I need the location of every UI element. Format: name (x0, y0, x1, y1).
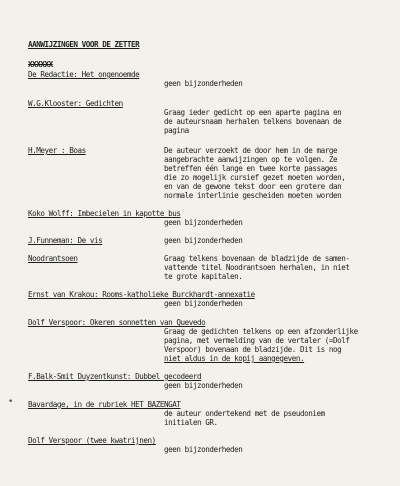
struck-text: XXXXXX (28, 60, 53, 69)
entry-instruction: De auteur verzoekt de door hem in de marge (164, 146, 338, 155)
entry-author-title: J.Funneman: De vis (28, 236, 103, 245)
entry-instruction: geen bijzonderheden (164, 299, 243, 308)
entry-instruction: de auteursnaam herhalen telkens bovenaan de (164, 117, 342, 126)
entry-instruction: Graag ieder gedicht op een aparte pagina en (164, 108, 342, 117)
entry-instruction: de auteur ondertekend met de pseudoniem (164, 409, 325, 418)
entry-instruction: geen bijzonderheden (164, 79, 243, 88)
page-heading: AANWIJZINGEN VOOR DE ZETTER (28, 40, 140, 49)
entry-instruction: initialen GR. (164, 418, 218, 427)
entry-instruction: geen bijzonderheden (164, 236, 243, 245)
entry-instruction: te grote kapitalen. (164, 272, 243, 281)
entry-instruction: aangebrachte aanwijzingen op te volgen. Ze (164, 155, 338, 164)
entry-author-title: Dolf Verspoor: Okeren sonnetten van Quevedo (28, 318, 206, 327)
entry-instruction: niet aldus in de kopij aangegeven. (164, 354, 305, 363)
entry-author-title: F.Balk-Smit Duyzentkunst: Dubbel gecodeerd (28, 372, 202, 381)
entry-author-title: De Redactie: Het ongenoemde (28, 70, 140, 79)
entry-instruction: betreffen één lange en twee korte passages (164, 164, 338, 173)
entry-instruction: geen bijzonderheden (164, 381, 243, 390)
entry-author-title: W.G.Klooster: Gedichten (28, 99, 123, 108)
entry-author-title: Dolf Verspoor (twee kwatrijnen) (28, 436, 156, 445)
entry-instruction: pagina (164, 126, 189, 135)
entry-author-title: H.Meyer : Boas (28, 146, 86, 155)
entry-instruction: geen bijzonderheden (164, 445, 243, 454)
margin-mark: • (8, 397, 14, 407)
entry-instruction: geen bijzonderheden (164, 218, 243, 227)
entry-instruction: Verspoor) bovenaan de bladzijde. Dit is nog (164, 345, 342, 354)
entry-author-title: Ernst van Krakou: Rooms-katholieke Burckhardt-annexatie (28, 290, 255, 299)
entry-instruction: pagina, met vermelding van de vertaler (=Dolf (164, 336, 350, 345)
entry-author-title: Koko Wolff: Imbecielen in kapotte bus (28, 209, 181, 218)
entry-author-title: Noodrantsoen (28, 254, 78, 263)
entry-instruction: en van de gewone tekst door een grotere dan (164, 182, 342, 191)
entry-instruction: normale interlinie gescheiden moeten worden (164, 191, 342, 200)
entry-author-title: Bavardage, in de rubriek HET BAZENGAT (28, 400, 181, 409)
entry-instruction: Graag telkens bovenaan de bladzijde de samen- (164, 254, 350, 263)
entry-instruction: vattende titel Noodrantsoen herhalen, in niet (164, 263, 350, 272)
entry-instruction: Graag de gedichten telkens op een afzonderlijke (164, 327, 358, 336)
entry-instruction: die zo mogelijk cursief gezet moeten worden, (164, 173, 346, 182)
